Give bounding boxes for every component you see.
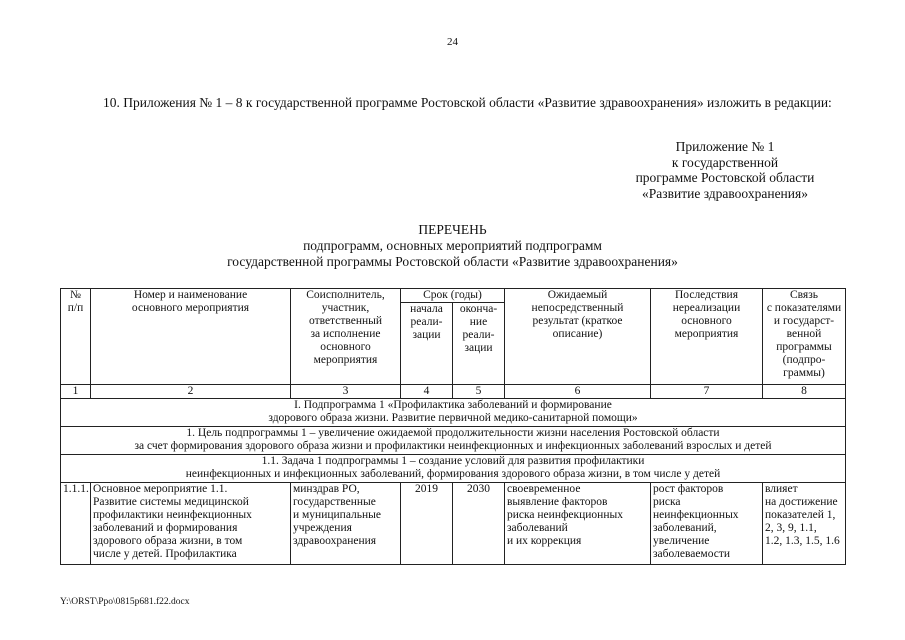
cell-text-line: здорового образа жизни, в том (93, 535, 243, 547)
appendix-line: программе Ростовской области (635, 170, 815, 185)
appendix-line: к государственной (671, 154, 779, 170)
cell-text-line: 1.1. Задача 1 подпрограммы 1 – создание условий для развития профилактики (261, 455, 645, 467)
data-row (61, 483, 846, 565)
cell-text-line: мероприятия (674, 328, 739, 340)
page-number: 24 (447, 36, 458, 48)
measure-consequences (651, 483, 763, 565)
column-number: 5 (453, 385, 505, 399)
cell-text-line: и их коррекция (507, 535, 582, 547)
cell-text-line: на достижение (765, 496, 838, 508)
cell-text-line: заболеваний, (653, 522, 717, 534)
intro-paragraph: 10. Приложения № 1 – 8 к государственной программе Ростовской области «Развитие здравоохранения» изложить в редакции: (103, 95, 832, 110)
measure-result (505, 483, 651, 565)
measure-start-year: 2019 (401, 483, 453, 565)
cell-text-line: увеличение (653, 535, 710, 547)
header-row (61, 289, 846, 303)
cell-text-line: Соисполнитель, (306, 289, 385, 301)
cell-text-line: заболеваний (507, 522, 568, 534)
appendix-header (560, 139, 890, 201)
measure-end-year: 2030 (453, 483, 505, 565)
goal-row (61, 427, 846, 455)
cell-text-line: с показателями (766, 302, 842, 314)
cell-text-line: 1. Цель подпрограммы 1 – увеличение ожидаемой продолжительности жизни населения Ростовской области (186, 427, 720, 439)
cell-text-line: (подпро- (782, 354, 826, 366)
column-number: 8 (763, 385, 846, 399)
cell-text-line: риска (653, 496, 681, 508)
cell-text-line: заболеваемости (653, 548, 731, 560)
cell-text-line: граммы) (783, 367, 825, 379)
cell-text-line: 2, 3, 9, 1.1, (765, 522, 817, 534)
cell-text-line: Связь (789, 289, 819, 301)
cell-text-line: п/п (67, 302, 84, 314)
document-heading (0, 222, 905, 270)
cell-text-line: влияет (765, 483, 798, 495)
cell-text-line: непосредственный (531, 302, 624, 314)
cell-text-line: показателей 1, (765, 509, 836, 521)
cell-text-line: программы (776, 341, 832, 353)
cell-text-line: выявление факторов (507, 496, 608, 508)
appendix-line: Приложение № 1 (675, 139, 775, 154)
subprogram-row (61, 399, 846, 427)
heading-line: подпрограмм, основных мероприятий подпрограмм (303, 238, 602, 253)
cell-text-line: основного (320, 341, 371, 353)
cell-text-line: своевременное (507, 483, 581, 495)
cell-text-line: основного мероприятия (131, 302, 250, 314)
header-cell (61, 289, 91, 385)
cell-text-line: профилактики неинфекционных (93, 509, 252, 521)
column-number-row (61, 385, 846, 399)
cell-text-line: неинфекционных (653, 509, 739, 521)
measure-executor (291, 483, 401, 565)
program-table (60, 288, 846, 565)
header-cell-term: Срок (годы) (401, 289, 505, 303)
cell-text-line: реали- (410, 316, 443, 328)
task-title (61, 455, 846, 483)
heading-title: ПЕРЕЧЕНЬ (418, 222, 487, 237)
cell-text-line: реали- (462, 329, 495, 341)
cell-text-line: минздрав РО, (293, 483, 360, 495)
subprogram-title (61, 399, 846, 427)
column-number: 3 (291, 385, 401, 399)
cell-text-line: Последствия (675, 289, 738, 301)
measure-name (91, 483, 291, 565)
cell-text-line: государственные (293, 496, 376, 508)
header-cell (291, 289, 401, 385)
cell-text-line: мероприятия (313, 354, 378, 366)
cell-text-line: оконча- (459, 303, 498, 315)
task-row (61, 455, 846, 483)
cell-text-line: рост факторов (653, 483, 724, 495)
goal-title (61, 427, 846, 455)
cell-text-line: здорового образа жизни. Развитие первичной медико-санитарной помощи» (268, 412, 638, 424)
cell-text-line: нереализации (672, 302, 741, 314)
cell-text-line: № (70, 289, 81, 301)
cell-text-line: Ожидаемый (547, 289, 608, 301)
column-number: 1 (61, 385, 91, 399)
cell-text-line: участник, (321, 302, 370, 314)
cell-text-line: результат (краткое (532, 315, 623, 327)
cell-text-line: зации (464, 342, 493, 354)
cell-text-line: Номер и наименование (133, 289, 248, 301)
cell-text-line: начала (410, 303, 443, 315)
heading-line: государственной программы Ростовской области «Развитие здравоохранения» (227, 254, 678, 269)
column-number: 6 (505, 385, 651, 399)
cell-text-line: зации (412, 329, 441, 341)
column-number: 2 (91, 385, 291, 399)
appendix-line: «Развитие здравоохранения» (642, 185, 808, 201)
header-cell-start (401, 303, 453, 385)
cell-text-line: и государст- (773, 315, 835, 327)
cell-text-line: ние (469, 316, 488, 328)
cell-text-line: числе у детей. Профилактика (93, 548, 237, 560)
measure-indicator-link (763, 483, 846, 565)
header-cell (763, 289, 846, 385)
header-cell-end (453, 303, 505, 385)
footer-file-path: Y:\ORST\Ppo\0815p681.f22.docx (60, 597, 190, 607)
column-number: 7 (651, 385, 763, 399)
cell-text-line: за исполнение (310, 328, 381, 340)
cell-text-line: описание) (552, 328, 603, 340)
header-cell (91, 289, 291, 385)
header-cell (651, 289, 763, 385)
header-cell (505, 289, 651, 385)
cell-text-line: 1.2, 1.3, 1.5, 1.6 (765, 535, 840, 547)
row-number: 1.1.1. (61, 483, 91, 565)
cell-text-line: I. Подпрограмма 1 «Профилактика заболеваний и формирование (294, 399, 612, 411)
cell-text-line: заболеваний и формирования (93, 522, 238, 534)
column-number: 4 (401, 385, 453, 399)
cell-text-line: учреждения (293, 522, 352, 534)
cell-text-line: здравоохранения (293, 535, 377, 547)
cell-text-line: за счет формирования здорового образа жизни и профилактики неинфекционных и инфекционных заболеваний взрослых и детей (134, 440, 772, 452)
cell-text-line: основного (681, 315, 732, 327)
cell-text-line: Основное мероприятие 1.1. (93, 483, 228, 495)
cell-text-line: неинфекционных и инфекционных заболеваний, формирования здорового образа жизни, в том числе у детей (185, 468, 721, 480)
cell-text-line: венной (786, 328, 822, 340)
cell-text-line: Развитие системы медицинской (93, 496, 249, 508)
cell-text-line: ответственный (308, 315, 383, 327)
cell-text-line: и муниципальные (293, 509, 382, 521)
cell-text-line: риска неинфекционных (507, 509, 623, 521)
